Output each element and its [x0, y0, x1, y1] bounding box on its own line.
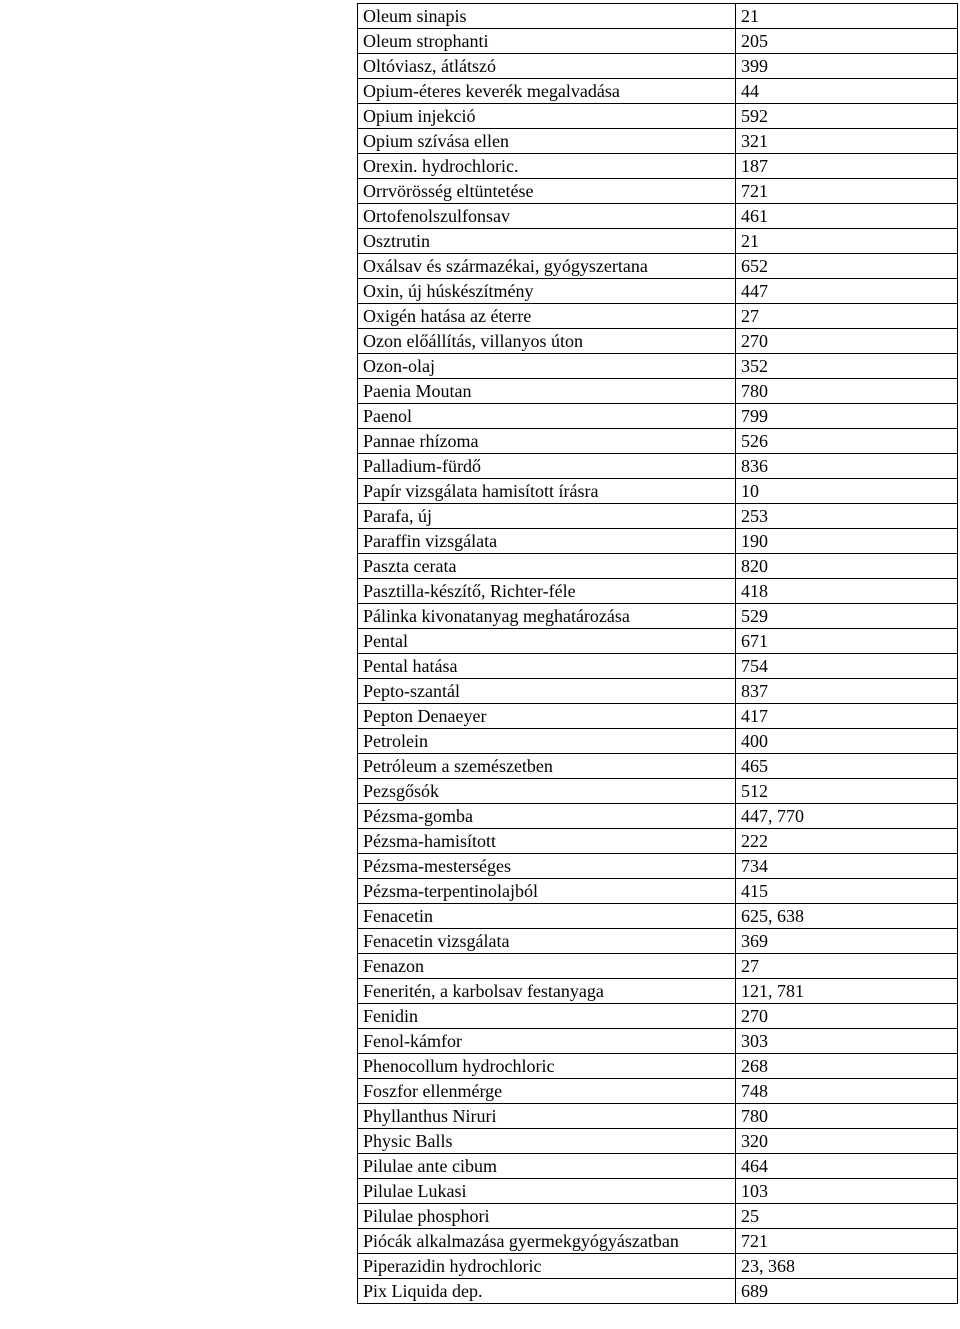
index-row	[358, 354, 958, 379]
index-term: Pézsma-hamisított	[358, 829, 736, 854]
index-term: Ortofenolszulfonsav	[358, 204, 736, 229]
index-term: Paraffin vizsgálata	[358, 529, 736, 554]
index-row	[358, 204, 958, 229]
index-term: Pilulae Lukasi	[358, 1179, 736, 1204]
index-page-numbers: 103	[736, 1179, 958, 1204]
index-row	[358, 729, 958, 754]
index-term: Pepton Denaeyer	[358, 704, 736, 729]
index-term: Petróleum a szemészetben	[358, 754, 736, 779]
index-term: Oxálsav és származékai, gyógyszertana	[358, 254, 736, 279]
index-page-numbers: 270	[736, 329, 958, 354]
index-page-numbers: 400	[736, 729, 958, 754]
index-page-numbers: 465	[736, 754, 958, 779]
index-row	[358, 804, 958, 829]
index-row	[358, 854, 958, 879]
index-table-body	[358, 4, 958, 1304]
index-page-numbers: 10	[736, 479, 958, 504]
index-page-numbers: 418	[736, 579, 958, 604]
index-term: Pézsma-mesterséges	[358, 854, 736, 879]
index-term: Orexin. hydrochloric.	[358, 154, 736, 179]
index-row	[358, 79, 958, 104]
index-row	[358, 379, 958, 404]
index-page-numbers: 27	[736, 304, 958, 329]
index-row	[358, 654, 958, 679]
index-row	[358, 1279, 958, 1304]
index-term: Phyllanthus Niruri	[358, 1104, 736, 1129]
index-row	[358, 779, 958, 804]
index-row	[358, 929, 958, 954]
index-row	[358, 1104, 958, 1129]
index-term: Pasztilla-készítő, Richter-féle	[358, 579, 736, 604]
index-page-numbers: 270	[736, 1004, 958, 1029]
index-row	[358, 429, 958, 454]
index-term: Oleum strophanti	[358, 29, 736, 54]
index-row	[358, 704, 958, 729]
index-row	[358, 1054, 958, 1079]
index-page-numbers: 352	[736, 354, 958, 379]
index-row	[358, 629, 958, 654]
index-page-numbers: 369	[736, 929, 958, 954]
index-row	[358, 479, 958, 504]
index-term: Papír vizsgálata hamisított írásra	[358, 479, 736, 504]
index-page-numbers: 721	[736, 179, 958, 204]
index-page-numbers: 748	[736, 1079, 958, 1104]
index-row	[358, 1129, 958, 1154]
index-row	[358, 754, 958, 779]
index-term: Oxin, új húskészítmény	[358, 279, 736, 304]
index-row	[358, 904, 958, 929]
index-term: Opium szívása ellen	[358, 129, 736, 154]
index-row	[358, 454, 958, 479]
index-term: Phenocollum hydrochloric	[358, 1054, 736, 1079]
index-page-numbers: 121, 781	[736, 979, 958, 1004]
index-row	[358, 329, 958, 354]
index-page-numbers: 652	[736, 254, 958, 279]
index-row	[358, 879, 958, 904]
index-page-numbers: 512	[736, 779, 958, 804]
index-page-numbers: 27	[736, 954, 958, 979]
index-term: Pepto-szantál	[358, 679, 736, 704]
index-page-numbers: 837	[736, 679, 958, 704]
index-term: Foszfor ellenmérge	[358, 1079, 736, 1104]
index-term: Oxigén hatása az éterre	[358, 304, 736, 329]
index-term: Pilulae phosphori	[358, 1204, 736, 1229]
index-row	[358, 179, 958, 204]
index-page-numbers: 253	[736, 504, 958, 529]
index-term: Fenazon	[358, 954, 736, 979]
index-row	[358, 154, 958, 179]
index-term: Pannae rhízoma	[358, 429, 736, 454]
index-term: Oltóviasz, átlátszó	[358, 54, 736, 79]
index-term: Pézsma-gomba	[358, 804, 736, 829]
index-row	[358, 954, 958, 979]
index-page-numbers: 780	[736, 1104, 958, 1129]
index-row	[358, 254, 958, 279]
index-term: Fenol-kámfor	[358, 1029, 736, 1054]
index-row	[358, 4, 958, 29]
index-term: Palladium-fürdő	[358, 454, 736, 479]
index-term: Ozon-olaj	[358, 354, 736, 379]
index-page-numbers: 21	[736, 4, 958, 29]
index-term: Oleum sinapis	[358, 4, 736, 29]
index-page-numbers: 734	[736, 854, 958, 879]
index-row	[358, 529, 958, 554]
index-row	[358, 404, 958, 429]
index-page-numbers: 303	[736, 1029, 958, 1054]
index-page-numbers: 190	[736, 529, 958, 554]
index-page-numbers: 526	[736, 429, 958, 454]
index-term: Opium injekció	[358, 104, 736, 129]
index-row	[358, 679, 958, 704]
index-page-numbers: 321	[736, 129, 958, 154]
index-row	[358, 1154, 958, 1179]
index-table	[357, 3, 958, 1304]
index-page-numbers: 464	[736, 1154, 958, 1179]
index-page-numbers: 461	[736, 204, 958, 229]
index-row	[358, 1254, 958, 1279]
index-row	[358, 604, 958, 629]
index-page-numbers: 320	[736, 1129, 958, 1154]
index-page-numbers: 25	[736, 1204, 958, 1229]
index-term: Osztrutin	[358, 229, 736, 254]
index-term: Paszta cerata	[358, 554, 736, 579]
index-term: Piperazidin hydrochloric	[358, 1254, 736, 1279]
index-page-numbers: 689	[736, 1279, 958, 1304]
index-row	[358, 1204, 958, 1229]
index-term: Paenol	[358, 404, 736, 429]
index-row	[358, 1029, 958, 1054]
index-page-numbers: 268	[736, 1054, 958, 1079]
index-page-numbers: 21	[736, 229, 958, 254]
index-page-numbers: 820	[736, 554, 958, 579]
index-page-numbers: 205	[736, 29, 958, 54]
index-term: Feneritén, a karbolsav festanyaga	[358, 979, 736, 1004]
index-row	[358, 1079, 958, 1104]
index-row	[358, 229, 958, 254]
index-page-numbers: 529	[736, 604, 958, 629]
index-term: Pental	[358, 629, 736, 654]
index-page-numbers: 417	[736, 704, 958, 729]
index-page-numbers: 222	[736, 829, 958, 854]
index-page-numbers: 799	[736, 404, 958, 429]
index-term: Pix Liquida dep.	[358, 1279, 736, 1304]
index-row	[358, 554, 958, 579]
index-term: Orrvörösség eltüntetése	[358, 179, 736, 204]
index-term: Physic Balls	[358, 1129, 736, 1154]
index-page-numbers: 625, 638	[736, 904, 958, 929]
index-page-numbers: 23, 368	[736, 1254, 958, 1279]
index-page-numbers: 721	[736, 1229, 958, 1254]
index-page-numbers: 187	[736, 154, 958, 179]
index-page-numbers: 671	[736, 629, 958, 654]
index-row	[358, 1179, 958, 1204]
index-row	[358, 104, 958, 129]
index-term: Fenacetin	[358, 904, 736, 929]
index-term: Petrolein	[358, 729, 736, 754]
index-row	[358, 504, 958, 529]
index-page-numbers: 399	[736, 54, 958, 79]
index-term: Ozon előállítás, villanyos úton	[358, 329, 736, 354]
index-row	[358, 979, 958, 1004]
index-page-numbers: 415	[736, 879, 958, 904]
index-term: Paenia Moutan	[358, 379, 736, 404]
index-term: Pental hatása	[358, 654, 736, 679]
index-page-numbers: 754	[736, 654, 958, 679]
index-term: Pálinka kivonatanyag meghatározása	[358, 604, 736, 629]
index-row	[358, 29, 958, 54]
index-term: Pézsma-terpentinolajból	[358, 879, 736, 904]
index-term: Opium-éteres keverék megalvadása	[358, 79, 736, 104]
index-row	[358, 1004, 958, 1029]
index-page-numbers: 44	[736, 79, 958, 104]
index-term: Parafa, új	[358, 504, 736, 529]
index-term: Piócák alkalmazása gyermekgyógyászatban	[358, 1229, 736, 1254]
index-row	[358, 129, 958, 154]
index-page-numbers: 592	[736, 104, 958, 129]
index-row	[358, 829, 958, 854]
index-term: Pilulae ante cibum	[358, 1154, 736, 1179]
index-row	[358, 1229, 958, 1254]
index-page-numbers: 780	[736, 379, 958, 404]
index-row	[358, 279, 958, 304]
index-row	[358, 54, 958, 79]
index-term: Fenidin	[358, 1004, 736, 1029]
index-term: Pezsgősók	[358, 779, 736, 804]
index-page-numbers: 447, 770	[736, 804, 958, 829]
index-row	[358, 579, 958, 604]
index-term: Fenacetin vizsgálata	[358, 929, 736, 954]
index-page-numbers: 447	[736, 279, 958, 304]
index-page-numbers: 836	[736, 454, 958, 479]
index-row	[358, 304, 958, 329]
